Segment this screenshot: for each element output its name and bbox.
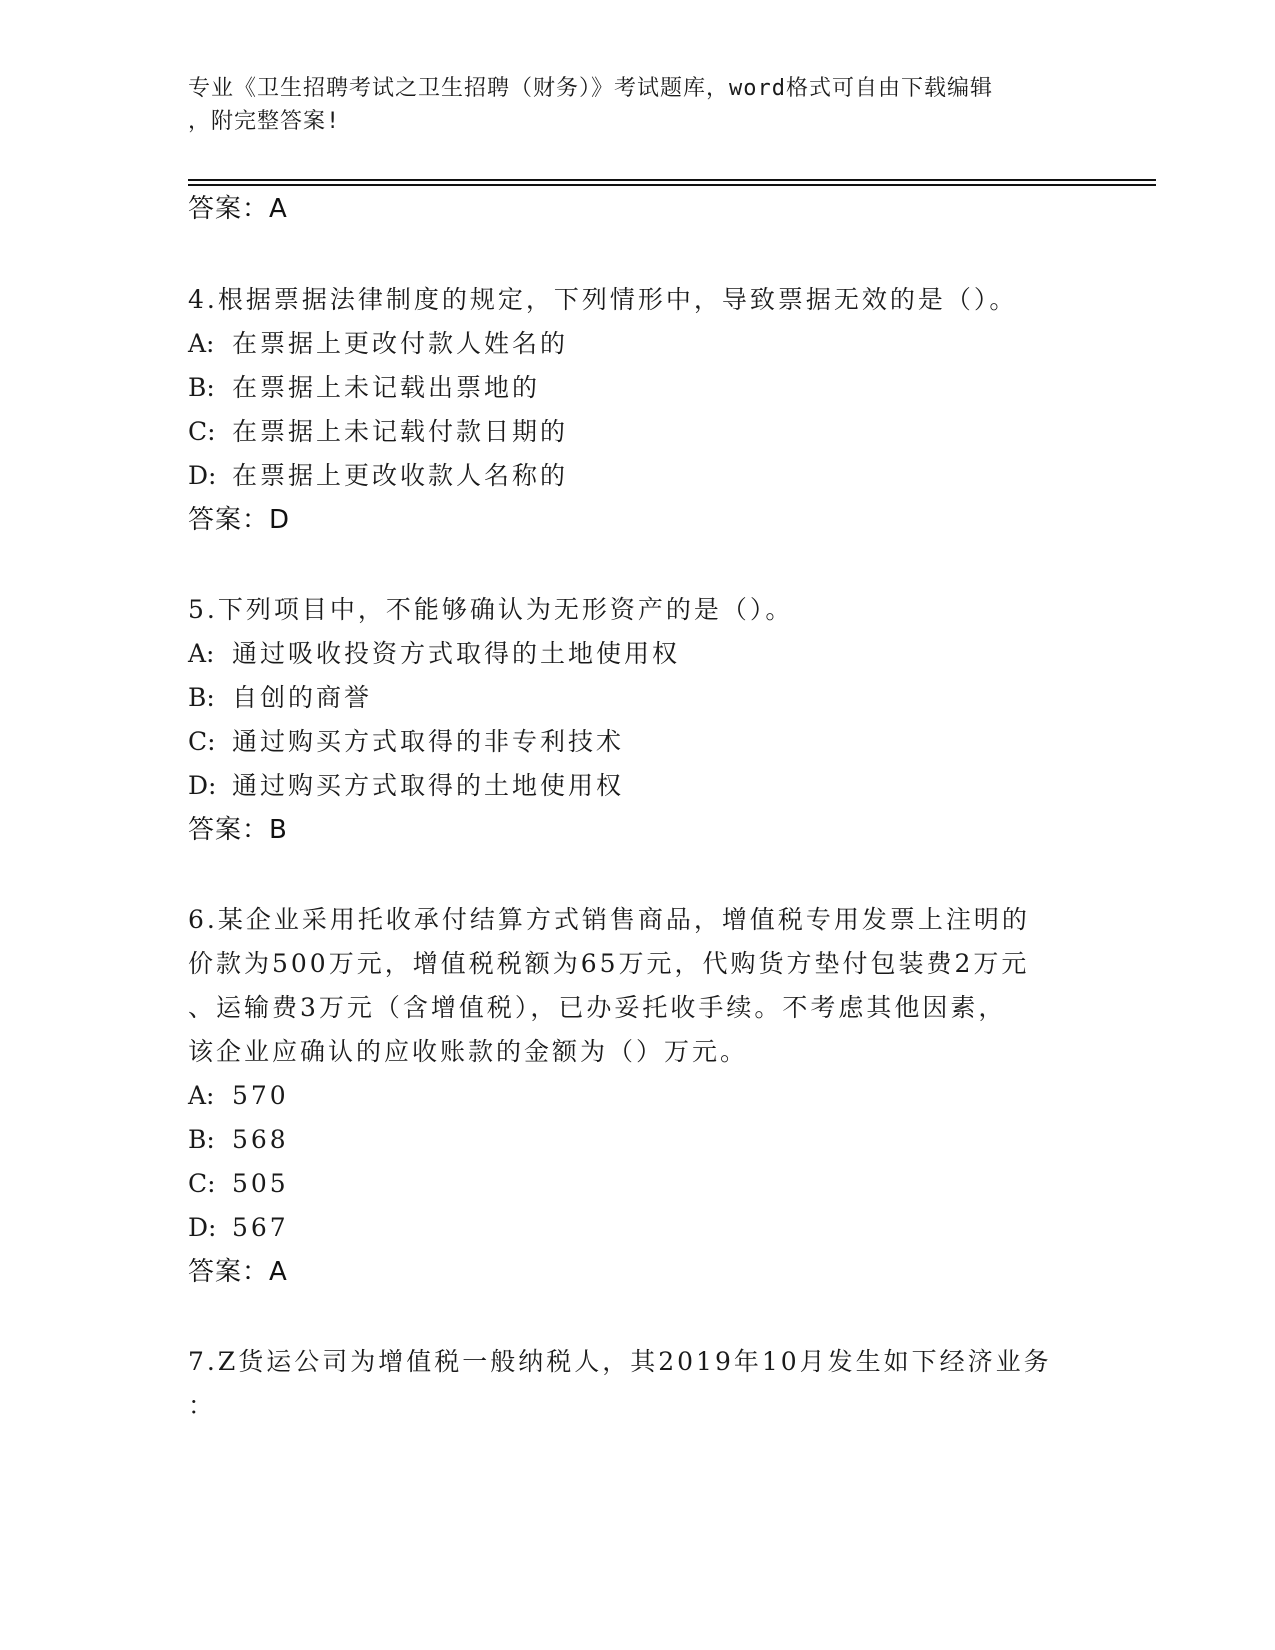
header-line-2: ，附完整答案! — [188, 109, 341, 134]
option-label: A: — [188, 1081, 215, 1110]
answer-q4: 答案：D — [188, 505, 291, 535]
question-6-option-a — [188, 1079, 289, 1113]
question-4-option-d — [188, 459, 568, 493]
question-5-option-b — [188, 681, 372, 715]
option-text: 505 — [232, 1169, 289, 1198]
option-label: C: — [188, 727, 216, 756]
option-label: D: — [188, 461, 217, 490]
header-divider-top — [188, 179, 1156, 181]
question-6-stem-line-2: 价款为500万元，增值税税额为65万元，代购货方垫付包装费2万元 — [188, 949, 1030, 978]
question-4-option-c — [188, 415, 568, 449]
question-6-stem-line-3: 、运输费3万元（含增值税），已办妥托收手续。不考虑其他因素， — [188, 993, 1007, 1022]
option-text: 在票据上更改付款人姓名的 — [232, 329, 569, 358]
option-text: 在票据上更改收款人名称的 — [232, 461, 569, 490]
option-label: B: — [188, 683, 215, 712]
question-6-stem-line-4: 该企业应确认的应收账款的金额为（）万元。 — [188, 1037, 749, 1066]
answer-q3: 答案：A — [188, 194, 288, 224]
question-5-stem: 5.下列项目中，不能够确认为无形资产的是（）。 — [188, 595, 794, 624]
question-5-option-c — [188, 725, 624, 759]
question-7-stem-line-1: 7.Z货运公司为增值税一般纳税人，其2019年10月发生如下经济业务 — [188, 1347, 1052, 1376]
question-6-option-d — [188, 1211, 289, 1245]
option-label: D: — [188, 771, 217, 800]
option-label: A: — [188, 329, 215, 358]
option-label: B: — [188, 1125, 215, 1154]
question-7-stem-line-2: ： — [188, 1391, 217, 1420]
option-label: B: — [188, 373, 215, 402]
option-label: C: — [188, 417, 216, 446]
question-4-option-a — [188, 327, 568, 361]
question-4-option-b — [188, 371, 540, 405]
option-text: 567 — [232, 1213, 289, 1242]
option-label: A: — [188, 639, 215, 668]
option-text: 在票据上未记载出票地的 — [232, 373, 541, 402]
option-text: 通过购买方式取得的非专利技术 — [232, 727, 625, 756]
answer-q6: 答案：A — [188, 1257, 288, 1287]
header-line-1: 专业《卫生招聘考试之卫生招聘（财务）》考试题库，word格式可自由下载编辑 — [188, 76, 993, 101]
option-text: 通过吸收投资方式取得的土地使用权 — [232, 639, 681, 668]
option-text: 在票据上未记载付款日期的 — [232, 417, 569, 446]
question-5-option-a — [188, 637, 680, 671]
answer-q5: 答案：B — [188, 815, 288, 845]
question-4-stem: 4.根据票据法律制度的规定，下列情形中，导致票据无效的是（）。 — [188, 285, 1018, 314]
option-label: C: — [188, 1169, 216, 1198]
page-header — [188, 72, 1068, 138]
header-divider-bottom — [188, 184, 1156, 186]
question-6-option-b — [188, 1123, 289, 1157]
option-text: 自创的商誉 — [232, 683, 373, 712]
option-text: 570 — [232, 1081, 289, 1110]
option-text: 通过购买方式取得的土地使用权 — [232, 771, 625, 800]
option-text: 568 — [232, 1125, 289, 1154]
question-6-stem-line-1: 6.某企业采用托收承付结算方式销售商品，增值税专用发票上注明的 — [188, 905, 1030, 934]
option-label: D: — [188, 1213, 217, 1242]
question-6-option-c — [188, 1167, 289, 1201]
question-5-option-d — [188, 769, 624, 803]
